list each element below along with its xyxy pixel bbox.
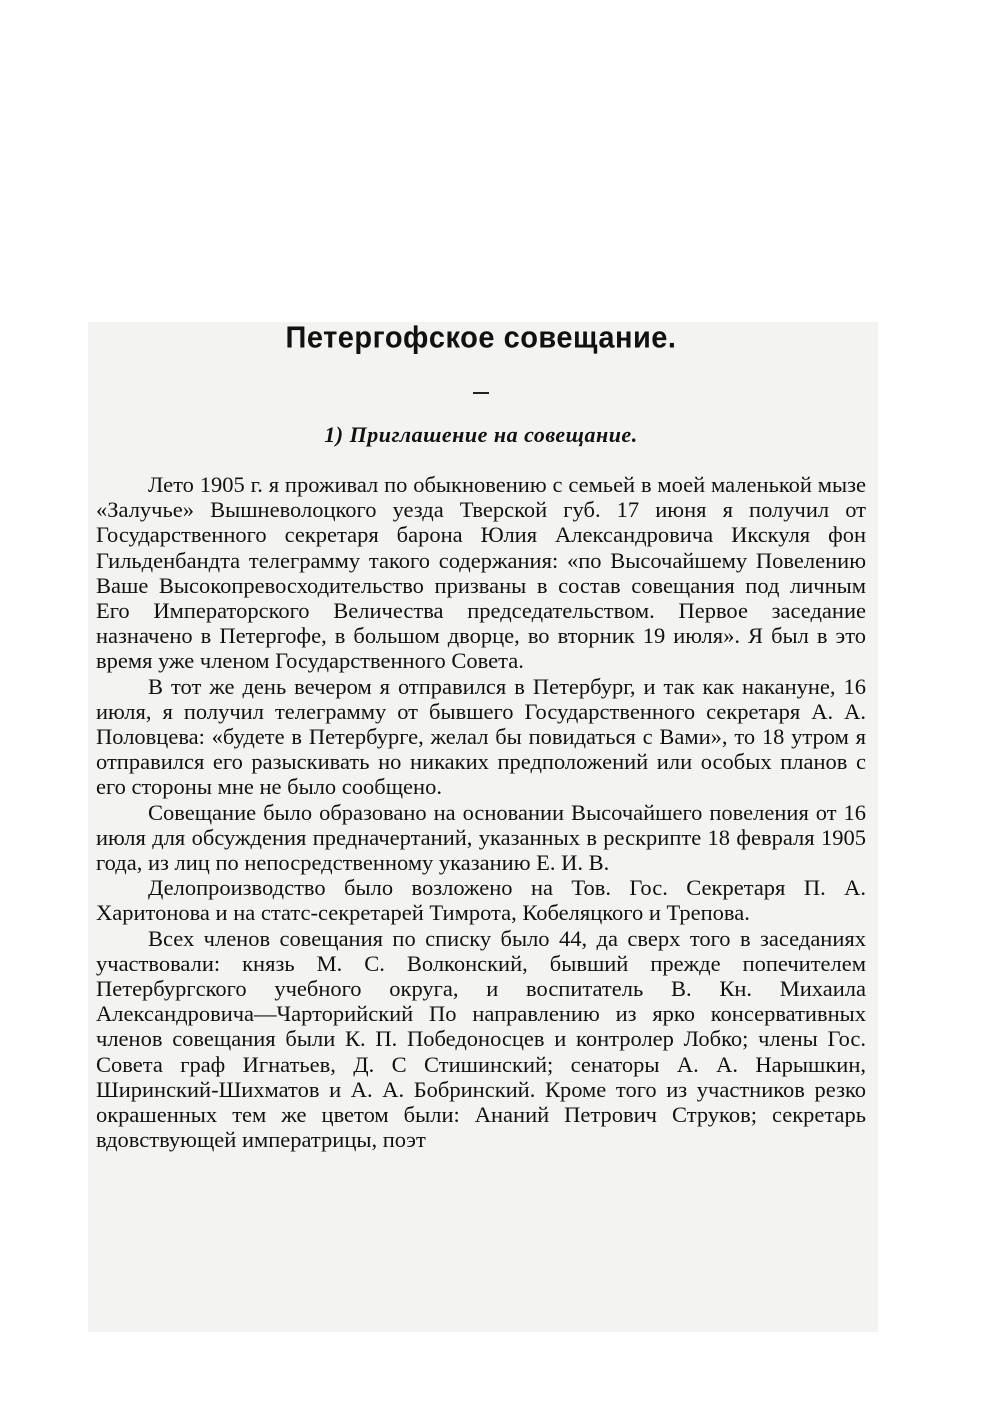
paragraph: Лето 1905 г. я проживал по обыкновению с семьей в моей маленькой мызе «Залучье» Вышневолоцкого уезда Тверской губ. 17 июня я получил от Государственного секретаря барона Юлия Александровича Икскуля фон Гильденбандта телеграмму такого содержания: «по Высочайшему Повелению Ваше Высокопревосходительство призваны в состав совещания под личным Его Императорского Величества председательством. Первое заседание назначено в Петергофе, в большом дворце, во вторник 19 июля». Я был в это время уже членом Государственного Совета.: [96, 472, 866, 674]
section-subtitle: 1) Приглашение на совещание.: [324, 422, 638, 447]
title-separator-dash: [473, 392, 489, 394]
paragraph: Делопроизводство было возложено на Тов. Гос. Секретаря П. А. Харитонова и на статс-секретарей Тимрота, Кобеляцкого и Трепова.: [96, 875, 866, 926]
book-page: [96, 318, 866, 1152]
paragraph: Всех членов совещания по списку было 44, да сверх того в заседаниях участвовали: князь М. С. Волконский, бывший прежде попечителем Петербургского учебного округа, и воспитатель В. Кн. Михаила Александровича—Чарторийский По направлению из ярко консервативных членов совещания были К. П. Победоносцев и контролер Лобко; члены Гос. Совета граф Игнатьев, Д. С Стишинский; сенаторы А. А. Нарышкин, Ширинский-Шихматов и А. А. Бобринский. Кроме того из участников резко окрашенных тем же цветом были: Ананий Петрович Струков; секретарь вдовствующей императрицы, поэт: [96, 925, 866, 1153]
chapter-title: Петергофское совещание.: [285, 321, 677, 355]
body-text: [96, 472, 866, 1152]
paragraph: Совещание было образовано на основании Высочайшего повеления от 16 июля для обсуждения предначертаний, указанных в рескрипте 18 февраля 1905 года, из лиц по непосредственному указанию Е. И. В.: [96, 799, 866, 876]
paragraph: В тот же день вечером я отправился в Петербург, и так как накануне, 16 июля, я получил телеграмму от бывшего Государственного секретаря А. А. Половцева: «будете в Петербурге, желал бы повидаться с Вами», то 18 утром я отправился его разыскивать но никаких предположений или особых планов с его стороны мне не было сообщено.: [96, 673, 866, 800]
